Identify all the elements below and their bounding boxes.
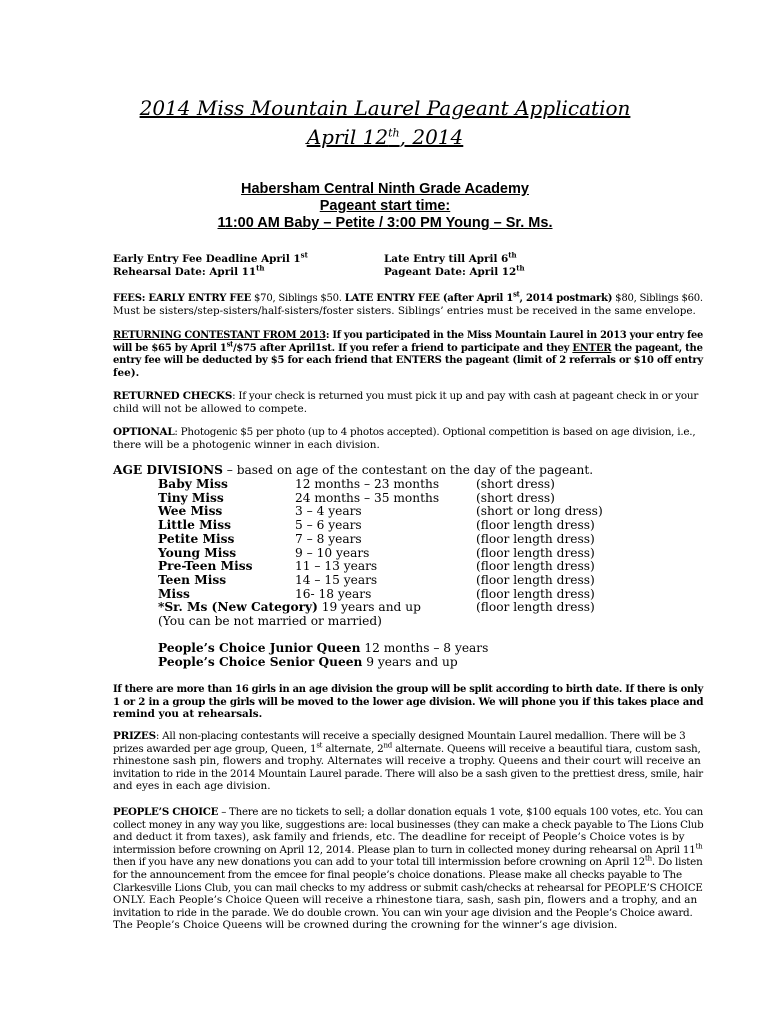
prizes-text-1: : All non-placing contestants will receive a specially designed Mountain Laurel medallion. There will be 3 bbox=[155, 730, 686, 742]
returned-checks-line-1 bbox=[113, 390, 703, 403]
division-dress: (floor length dress) bbox=[476, 531, 595, 546]
fees-line-1 bbox=[113, 289, 703, 305]
peoples-choice-section bbox=[113, 806, 703, 932]
pc-label: PEOPLE’S CHOICE bbox=[113, 806, 219, 818]
table-row bbox=[158, 519, 618, 533]
returning-text-1: : If you participated in the Miss Mountain Laurel in 2013 your entry fee bbox=[325, 329, 703, 341]
division-dress: (floor length dress) bbox=[476, 559, 595, 574]
peoples-choice-junior bbox=[158, 642, 488, 656]
division-dress: (floor length dress) bbox=[476, 545, 595, 560]
rehearsal-text: Rehearsal Date: April 11 bbox=[113, 266, 257, 278]
late-fee-label: LATE ENTRY FEE (after April 1 bbox=[344, 292, 514, 304]
pc-line-1 bbox=[113, 806, 703, 819]
returned-checks-section bbox=[113, 390, 703, 415]
table-row bbox=[158, 574, 618, 588]
fees-text-1: $70, Siblings $50. bbox=[251, 292, 345, 304]
returned-checks-label: RETURNED CHECKS bbox=[113, 390, 233, 402]
table-row-note bbox=[158, 615, 618, 629]
table-row bbox=[158, 505, 618, 519]
prizes-line-4: invitation to ride in the 2014 Mountain Laurel parade. There will also be a sash given to the prettiest dress, smile, hair bbox=[113, 767, 703, 780]
prizes-line-3: rhinestone sash pin, flowers and trophy. Alternates will receive a trophy. Queens and their court will receive an bbox=[113, 755, 701, 768]
returned-checks-line-2: child will not be allowed to compete. bbox=[113, 402, 307, 415]
early-entry-deadline bbox=[113, 250, 308, 266]
split-notice-line-1: If there are more than 16 girls in an age division the group will be split according to birth date. If there is only bbox=[113, 683, 703, 695]
table-row bbox=[158, 601, 618, 615]
pc-line-7: Clarkesville Lions Club, you can mail checks to my address or submit cash/checks at rehearsal for PEOPLE’S CHOICE bbox=[113, 881, 703, 894]
start-time-label: Pageant start time: bbox=[319, 198, 451, 214]
table-row bbox=[158, 588, 618, 602]
optional-section bbox=[113, 426, 703, 451]
optional-line-1 bbox=[113, 426, 703, 439]
division-dress: (floor length dress) bbox=[476, 572, 595, 587]
division-name: Petite Miss bbox=[158, 531, 235, 546]
pc-text-5a: then if you have any new donations you can add to your total till intermission before crowning on April 12 bbox=[113, 856, 646, 869]
pc-line-8: ONLY. Each People’s Choice Queen will receive a rhinestone tiara, sash, sash pin, flowers and a trophy, and an bbox=[113, 894, 698, 907]
rehearsal-date bbox=[113, 263, 265, 279]
table-row bbox=[158, 560, 618, 574]
division-age: 3 – 4 years bbox=[295, 504, 362, 519]
pc-senior-age: 9 years and up bbox=[362, 655, 458, 669]
pc-line-4 bbox=[113, 844, 702, 857]
division-name: Baby Miss bbox=[158, 477, 228, 491]
optional-label: OPTIONAL bbox=[113, 426, 175, 438]
pc-text-1: – There are no tickets to sell; a dollar donation equals 1 vote, $100 equals 100 votes, etc. You can bbox=[218, 806, 703, 818]
fees-section bbox=[113, 289, 703, 317]
division-age: 14 – 15 years bbox=[295, 572, 378, 587]
optional-line-2: there will be a photogenic winner in each division. bbox=[113, 438, 380, 451]
age-divisions-heading bbox=[113, 464, 593, 478]
pageant-date-sup: th bbox=[516, 263, 525, 273]
pc-senior-label: People’s Choice Senior Queen bbox=[158, 655, 363, 669]
returning-label: RETURNING CONTESTANT FROM 2013 bbox=[113, 329, 326, 341]
table-row bbox=[158, 478, 618, 492]
returning-text-2b: /$75 after April1st. If you refer a friend to participate and they bbox=[232, 341, 573, 354]
pc-junior-age: 12 months – 8 years bbox=[360, 641, 489, 655]
returning-sup: st bbox=[226, 339, 233, 349]
prizes-text-2a: prizes awarded per age group, Queen, 1 bbox=[113, 742, 317, 755]
early-entry-text: Early Entry Fee Deadline April 1 bbox=[113, 253, 301, 265]
pc-line-3: and deduct it from taxes), ask family and friends, etc. The deadline for receipt of People’s Choice votes is by bbox=[113, 831, 685, 844]
pageant-date-heading bbox=[0, 126, 770, 148]
late-entry-date bbox=[384, 250, 517, 266]
pc-line-5 bbox=[113, 856, 702, 869]
pc-sup-4: th bbox=[695, 842, 703, 851]
division-dress: (short dress) bbox=[476, 477, 555, 491]
returning-enter: ENTER bbox=[572, 341, 612, 354]
split-notice-line-2: 1 or 2 in a group the girls will be moved to the lower age division. We will phone you if this takes place and bbox=[113, 695, 704, 708]
page-title bbox=[0, 97, 770, 119]
prizes-section bbox=[113, 730, 703, 793]
prizes-label: PRIZES bbox=[113, 730, 156, 742]
prizes-text-2b: alternate, 2 bbox=[322, 742, 384, 755]
division-age: 16- 18 years bbox=[295, 586, 372, 601]
peoples-choice-senior bbox=[158, 656, 458, 670]
division-dress: (short or long dress) bbox=[476, 504, 603, 519]
title-text: 2014 Miss Mountain Laurel Pageant Application bbox=[139, 96, 631, 120]
returning-text-2c: the pageant, the bbox=[611, 341, 703, 354]
pageant-date bbox=[384, 263, 525, 279]
pc-line-9: invitation to ride in the parade. We do double crown. You can win your age division and the People’s Choice award. bbox=[113, 906, 693, 919]
table-row bbox=[158, 492, 618, 506]
age-divisions-label: AGE DIVISIONS bbox=[113, 463, 223, 477]
date-main: April 12 bbox=[306, 125, 389, 149]
pc-junior-label: People’s Choice Junior Queen bbox=[158, 641, 361, 655]
division-dress: (short dress) bbox=[476, 490, 555, 505]
pc-line-2: collect money in any way you like, suggestions are: local businesses (they can make a check payable to The Lions Club bbox=[113, 818, 704, 831]
prizes-line-5: and eyes in each age division. bbox=[113, 780, 271, 793]
division-dress: (floor length dress) bbox=[476, 600, 595, 615]
returning-line-2 bbox=[113, 339, 703, 355]
returning-contestant-section bbox=[113, 329, 703, 379]
division-name: Teen Miss bbox=[158, 572, 227, 587]
returned-checks-text: : If your check is returned you must pick it up and pay with cash at pageant check in or your bbox=[232, 390, 699, 402]
split-notice-line-3: remind you at rehearsals. bbox=[113, 708, 263, 721]
fees-line-2: Must be sisters/step-sisters/half-sisters/foster sisters. Siblings’ entries must be received in the same envelope. bbox=[113, 304, 696, 317]
division-name: Tiny Miss bbox=[158, 490, 224, 505]
returning-line-1 bbox=[113, 329, 703, 342]
division-age: 24 months – 35 months bbox=[295, 490, 440, 505]
table-row bbox=[158, 547, 618, 561]
prizes-sup-1: st bbox=[316, 741, 323, 750]
age-divisions-intro: – based on age of the contestant on the day of the pageant. bbox=[222, 463, 594, 477]
division-age: 9 – 10 years bbox=[295, 545, 370, 560]
venue-name: Habersham Central Ninth Grade Academy bbox=[241, 181, 529, 197]
late-fee-sup: st bbox=[513, 289, 520, 299]
division-age: 7 – 8 years bbox=[295, 531, 362, 546]
division-name: Pre-Teen Miss bbox=[158, 559, 253, 574]
division-age: 5 – 6 years bbox=[295, 518, 362, 533]
pc-line-6: for the announcement from the emcee for final people’s choice donations. Please make all checks payable to The bbox=[113, 868, 682, 881]
pc-text-5b: . Do listen bbox=[651, 856, 703, 869]
prizes-line-2 bbox=[113, 743, 703, 756]
division-age: 11 – 13 years bbox=[295, 559, 378, 574]
pc-line-10: The People’s Choice Queens will be crowned during the crowning for the winner’s age division. bbox=[113, 919, 618, 932]
optional-text: : Photogenic $5 per photo (up to 4 photos accepted). Optional competition is based on age division, i.e., bbox=[174, 426, 696, 438]
division-dress: (floor length dress) bbox=[476, 586, 595, 601]
returning-line-3: entry fee will be deducted by $5 for each friend that ENTERS the pageant (limit of 2 referrals or $10 off entry bbox=[113, 354, 703, 367]
division-name: Wee Miss bbox=[158, 504, 223, 519]
fees-text-2: $80, Siblings $60. bbox=[612, 292, 703, 304]
sr-ms-note: (You can be not married or married) bbox=[158, 614, 382, 628]
division-name: Miss bbox=[158, 586, 190, 601]
late-entry-text: Late Entry till April 6 bbox=[384, 253, 509, 265]
prizes-text-2c: alternate. Queens will receive a beautiful tiara, custom sash, bbox=[392, 742, 701, 755]
fees-label: FEES: EARLY ENTRY FEE bbox=[113, 292, 252, 304]
division-name: Young Miss bbox=[158, 545, 237, 560]
returning-line-4: fee). bbox=[113, 366, 140, 379]
returning-text-2a: will be $65 by April 1 bbox=[113, 341, 227, 354]
table-row bbox=[158, 533, 618, 547]
late-fee-label-2: , 2014 postmark) bbox=[519, 292, 613, 304]
division-age: 19 years and up bbox=[317, 600, 421, 615]
prizes-sup-2: nd bbox=[383, 741, 393, 750]
division-name: Little Miss bbox=[158, 518, 231, 533]
division-age: 12 months – 23 months bbox=[295, 477, 440, 491]
pageant-date-text: Pageant Date: April 12 bbox=[384, 266, 517, 278]
rehearsal-sup: th bbox=[256, 263, 265, 273]
sr-ms-cell bbox=[158, 601, 421, 615]
pc-sup-5: th bbox=[645, 854, 652, 863]
split-notice bbox=[113, 683, 703, 721]
division-dress: (floor length dress) bbox=[476, 518, 595, 533]
late-entry-sup: th bbox=[508, 250, 517, 260]
start-times: 11:00 AM Baby – Petite / 3:00 PM Young – Sr. Ms. bbox=[217, 215, 553, 231]
early-entry-sup: st bbox=[300, 250, 308, 260]
division-name: *Sr. Ms (New Category) bbox=[158, 600, 318, 615]
date-rest: , 2014 bbox=[399, 125, 464, 149]
pc-text-4: intermission before crowning on April 12, 2014. Please plan to turn in collected money during rehearsal on April 11 bbox=[113, 843, 696, 856]
prizes-line-1 bbox=[113, 730, 703, 743]
date-sup: th bbox=[388, 126, 400, 140]
